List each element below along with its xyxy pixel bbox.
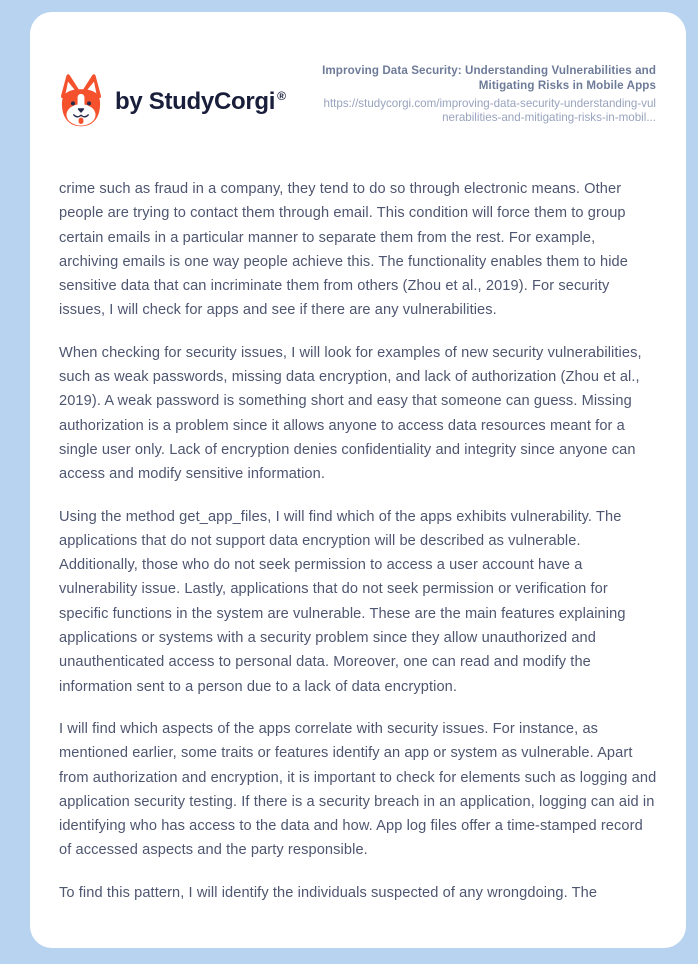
paragraph: Using the method get_app_files, I will find which of the apps exhibits vulnerability. The applications that do not support data encryption will be described as vulnerable. Additionally, those who do not seek permission to access a user account have a vulnerability issue. Lastly, applications that do not seek permission or verification for specific functions in the system are vulnerable. These are the main features explaining applications or systems with a security problem since they allow unauthorized and unauthenticated access to personal data. Moreover, one can read and modify the information sent to a person due to a lack of data encryption.: [59, 508, 626, 695]
document-body: [30, 129, 686, 905]
document-card: [30, 12, 686, 948]
corgi-logo-icon: [58, 74, 104, 129]
paragraph: I will find which aspects of the apps correlate with security issues. For instance, as mentioned earlier, some traits or features identify an app or system as vulnerable. Apart from authorization and encryption, it is important to check for elements such as logging and application security testing. If there is a security breach in an application, logging can aid in identifying who has access to the data and how. App log files offer a time-stamped record of accessed aspects and the party responsible.: [59, 720, 657, 859]
document-title-block: [322, 64, 656, 125]
document-source-url: https://studycorgi.com/improving-data-security-understanding-vulnerabilities-and-mitigating-risks-in-mobil...: [323, 97, 656, 124]
paragraph: crime such as fraud in a company, they tend to do so through electronic means. Other people are trying to contact them through email. This condition will force them to group certain emails in a particular manner to separate them from the rest. For example, archiving emails is one way people achieve this. The functionality enables them to hide sensitive data that can incriminate them from others (Zhou et al., 2019). For security issues, I will check for apps and see if there are any vulnerabilities.: [59, 181, 628, 319]
paragraph: When checking for security issues, I will look for examples of new security vulnerabilities, such as weak passwords, missing data encryption, and lack of authorization (Zhou et al., 2019). A weak password is something short and easy that someone can guess. Missing authorization is a problem since it allows anyone to access data resources meant for a single user only. Lack of encryption denies confidentiality and integrity since anyone can access and modify sensitive information.: [59, 344, 642, 483]
registered-trademark-symbol: ®: [277, 88, 286, 103]
studycorgi-brand: [58, 74, 286, 129]
brand-name: by StudyCorgi ®: [115, 87, 286, 115]
paragraph: To find this pattern, I will identify the individuals suspected of any wrongdoing. The: [59, 884, 598, 901]
document-title: Improving Data Security: Understanding Vulnerabilities and Mitigating Risks in Mobile Apps: [322, 64, 656, 92]
document-header: [30, 12, 686, 129]
